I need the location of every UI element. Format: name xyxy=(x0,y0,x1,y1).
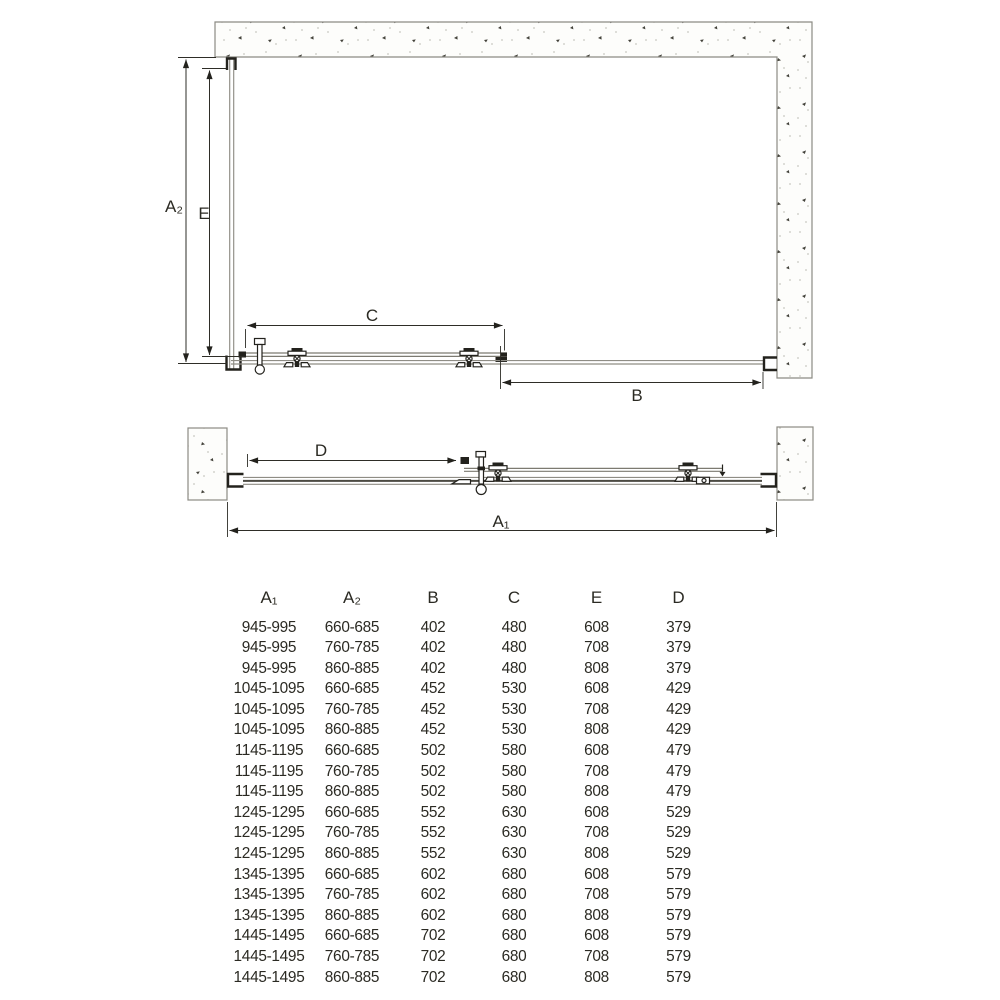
table-cell: 530 xyxy=(501,680,527,698)
table-row xyxy=(227,926,719,947)
column-header: E xyxy=(590,588,603,607)
table-cell: 1045-1095 xyxy=(233,680,305,698)
column-header: B xyxy=(427,588,439,607)
table-cell: 708 xyxy=(584,948,609,965)
table-cell: 708 xyxy=(584,700,609,718)
table-cell: 579 xyxy=(666,865,691,883)
table-cell: 502 xyxy=(420,742,446,760)
table-cell: 580 xyxy=(501,783,527,801)
table-cell: 602 xyxy=(420,886,446,904)
table-cell: 502 xyxy=(420,783,446,801)
table-cell: 860-885 xyxy=(324,783,380,801)
table-cell: 579 xyxy=(666,927,691,945)
table-cell: 429 xyxy=(666,721,691,739)
table-cell: 680 xyxy=(501,906,527,924)
table-cell: 529 xyxy=(666,845,691,863)
table-cell: 608 xyxy=(584,680,609,698)
table-cell: 452 xyxy=(420,700,446,718)
table-header-row xyxy=(227,587,719,609)
table-cell: 860-885 xyxy=(324,659,380,677)
table-cell: 680 xyxy=(501,948,527,965)
table-cell: 402 xyxy=(420,659,446,677)
dimension-e xyxy=(198,69,244,357)
table-cell: 808 xyxy=(584,783,609,801)
column-header: A₁ xyxy=(260,588,278,607)
table-row xyxy=(227,720,719,741)
wall-profile-left xyxy=(228,474,244,487)
table-row xyxy=(227,906,719,927)
column-header: A₂ xyxy=(343,588,361,607)
table-cell: 580 xyxy=(501,762,527,780)
table-cell: 760-785 xyxy=(324,948,380,965)
table-cell: 1345-1395 xyxy=(233,865,305,883)
table-cell: 579 xyxy=(666,948,691,965)
table-row xyxy=(227,968,719,989)
table-cell: 660-685 xyxy=(324,865,380,883)
table-cell: 945-995 xyxy=(241,618,297,636)
table-cell: 708 xyxy=(584,824,609,842)
table-cell: 1045-1095 xyxy=(233,700,305,718)
table-cell: 708 xyxy=(584,639,609,657)
column-header: C xyxy=(507,588,521,607)
table-cell: 660-685 xyxy=(324,803,380,821)
dim-label-e: E xyxy=(198,204,210,223)
section-view-drawing xyxy=(188,427,813,537)
table-cell: 608 xyxy=(584,865,609,883)
table-cell: 602 xyxy=(420,865,446,883)
table-cell: 1245-1295 xyxy=(233,845,305,863)
table-cell: 479 xyxy=(666,742,691,760)
dimension-c xyxy=(246,306,505,351)
table-cell: 608 xyxy=(584,618,609,636)
table-body xyxy=(227,618,719,989)
dim-label-b: B xyxy=(631,386,643,405)
table-cell: 1345-1395 xyxy=(233,906,305,924)
table-cell: 379 xyxy=(666,639,691,657)
side-glass-panel xyxy=(230,57,234,370)
table-cell: 760-785 xyxy=(324,700,380,718)
table-cell: 480 xyxy=(501,659,527,677)
rail-end-bracket xyxy=(697,477,710,484)
table-cell: 452 xyxy=(420,721,446,739)
table-cell: 760-785 xyxy=(324,762,380,780)
table-row xyxy=(227,844,719,865)
wall-profile-right-section xyxy=(761,474,777,487)
table-row xyxy=(227,700,719,721)
table-cell: 1145-1195 xyxy=(234,762,304,780)
table-cell: 608 xyxy=(584,742,609,760)
table-cell: 480 xyxy=(501,639,527,657)
table-cell: 579 xyxy=(666,906,691,924)
dimension-a1 xyxy=(228,502,777,537)
dim-label-a2: A₂ xyxy=(165,197,183,216)
wall-block-right xyxy=(777,427,813,500)
dimensions-table xyxy=(227,587,719,988)
table-cell: 860-885 xyxy=(324,721,380,739)
table-cell: 1445-1495 xyxy=(233,948,305,965)
door-end-bracket xyxy=(496,357,508,362)
table-cell: 479 xyxy=(666,762,691,780)
table-row xyxy=(227,659,719,680)
table-cell: 702 xyxy=(420,948,446,965)
table-cell: 530 xyxy=(501,721,527,739)
table-cell: 502 xyxy=(420,762,446,780)
table-cell: 429 xyxy=(666,680,691,698)
table-cell: 479 xyxy=(666,783,691,801)
table-cell: 708 xyxy=(584,762,609,780)
table-cell: 860-885 xyxy=(324,845,380,863)
table-cell: 860-885 xyxy=(324,968,380,986)
table-cell: 808 xyxy=(584,906,609,924)
table-cell: 808 xyxy=(584,968,609,986)
table-cell: 680 xyxy=(501,865,527,883)
table-cell: 452 xyxy=(420,680,446,698)
table-cell: 945-995 xyxy=(241,639,297,657)
table-cell: 708 xyxy=(584,886,609,904)
table-cell: 1245-1295 xyxy=(233,824,305,842)
table-cell: 1445-1495 xyxy=(233,968,305,986)
table-cell: 552 xyxy=(420,803,446,821)
table-cell: 630 xyxy=(501,845,527,863)
door-handle-section xyxy=(476,452,486,495)
table-row xyxy=(227,618,719,639)
table-cell: 1045-1095 xyxy=(233,721,305,739)
table-cell: 808 xyxy=(584,659,609,677)
table-cell: 680 xyxy=(501,927,527,945)
table-cell: 1245-1295 xyxy=(233,803,305,821)
table-cell: 945-995 xyxy=(241,659,297,677)
wall-block-left xyxy=(188,428,227,500)
table-cell: 630 xyxy=(501,803,527,821)
table-cell: 379 xyxy=(666,618,691,636)
dimension-d xyxy=(248,441,457,467)
dimension-a2 xyxy=(165,58,227,364)
table-cell: 579 xyxy=(666,886,691,904)
table-cell: 660-685 xyxy=(324,680,380,698)
table-cell: 1145-1195 xyxy=(234,783,304,801)
table-row xyxy=(227,741,719,762)
table-row xyxy=(227,947,719,968)
plan-view-drawing xyxy=(165,22,812,405)
table-cell: 760-785 xyxy=(324,824,380,842)
table-cell: 529 xyxy=(666,824,691,842)
table-cell: 480 xyxy=(501,618,527,636)
table-cell: 579 xyxy=(666,968,691,986)
table-cell: 529 xyxy=(666,803,691,821)
column-header: D xyxy=(672,588,685,607)
wall-profile-right xyxy=(764,358,777,371)
table-cell: 808 xyxy=(584,845,609,863)
table-cell: 760-785 xyxy=(324,639,380,657)
dim-label-d: D xyxy=(314,441,328,460)
table-row xyxy=(227,679,719,700)
table-cell: 402 xyxy=(420,639,446,657)
fixed-glass-panel xyxy=(231,361,764,364)
table-row xyxy=(227,762,719,783)
table-cell: 1445-1495 xyxy=(233,927,305,945)
table-cell: 379 xyxy=(666,659,691,677)
table-cell: 702 xyxy=(420,927,446,945)
table-cell: 680 xyxy=(501,886,527,904)
table-cell: 702 xyxy=(420,968,446,986)
table-cell: 660-685 xyxy=(324,742,380,760)
table-cell: 630 xyxy=(501,824,527,842)
table-row xyxy=(227,638,719,659)
table-cell: 1345-1395 xyxy=(233,886,305,904)
table-cell: 608 xyxy=(584,927,609,945)
guide-block xyxy=(461,457,470,464)
table-cell: 552 xyxy=(420,824,446,842)
table-cell: 608 xyxy=(584,803,609,821)
dim-label-a1: A₁ xyxy=(492,512,510,531)
table-cell: 1145-1195 xyxy=(234,742,304,760)
table-cell: 552 xyxy=(420,845,446,863)
dimension-b xyxy=(501,346,764,405)
table-row xyxy=(227,865,719,886)
table-row xyxy=(227,885,719,906)
table-cell: 402 xyxy=(420,618,446,636)
table-cell: 429 xyxy=(666,700,691,718)
table-cell: 602 xyxy=(420,906,446,924)
table-cell: 808 xyxy=(584,721,609,739)
table-cell: 860-885 xyxy=(324,906,380,924)
table-cell: 530 xyxy=(501,700,527,718)
table-cell: 660-685 xyxy=(324,618,380,636)
table-row xyxy=(227,823,719,844)
table-cell: 680 xyxy=(501,968,527,986)
table-row xyxy=(227,803,719,824)
dim-label-c: C xyxy=(365,306,379,325)
table-cell: 580 xyxy=(501,742,527,760)
table-cell: 660-685 xyxy=(324,927,380,945)
table-cell: 760-785 xyxy=(324,886,380,904)
table-row xyxy=(227,782,719,803)
wall-section xyxy=(215,22,812,378)
